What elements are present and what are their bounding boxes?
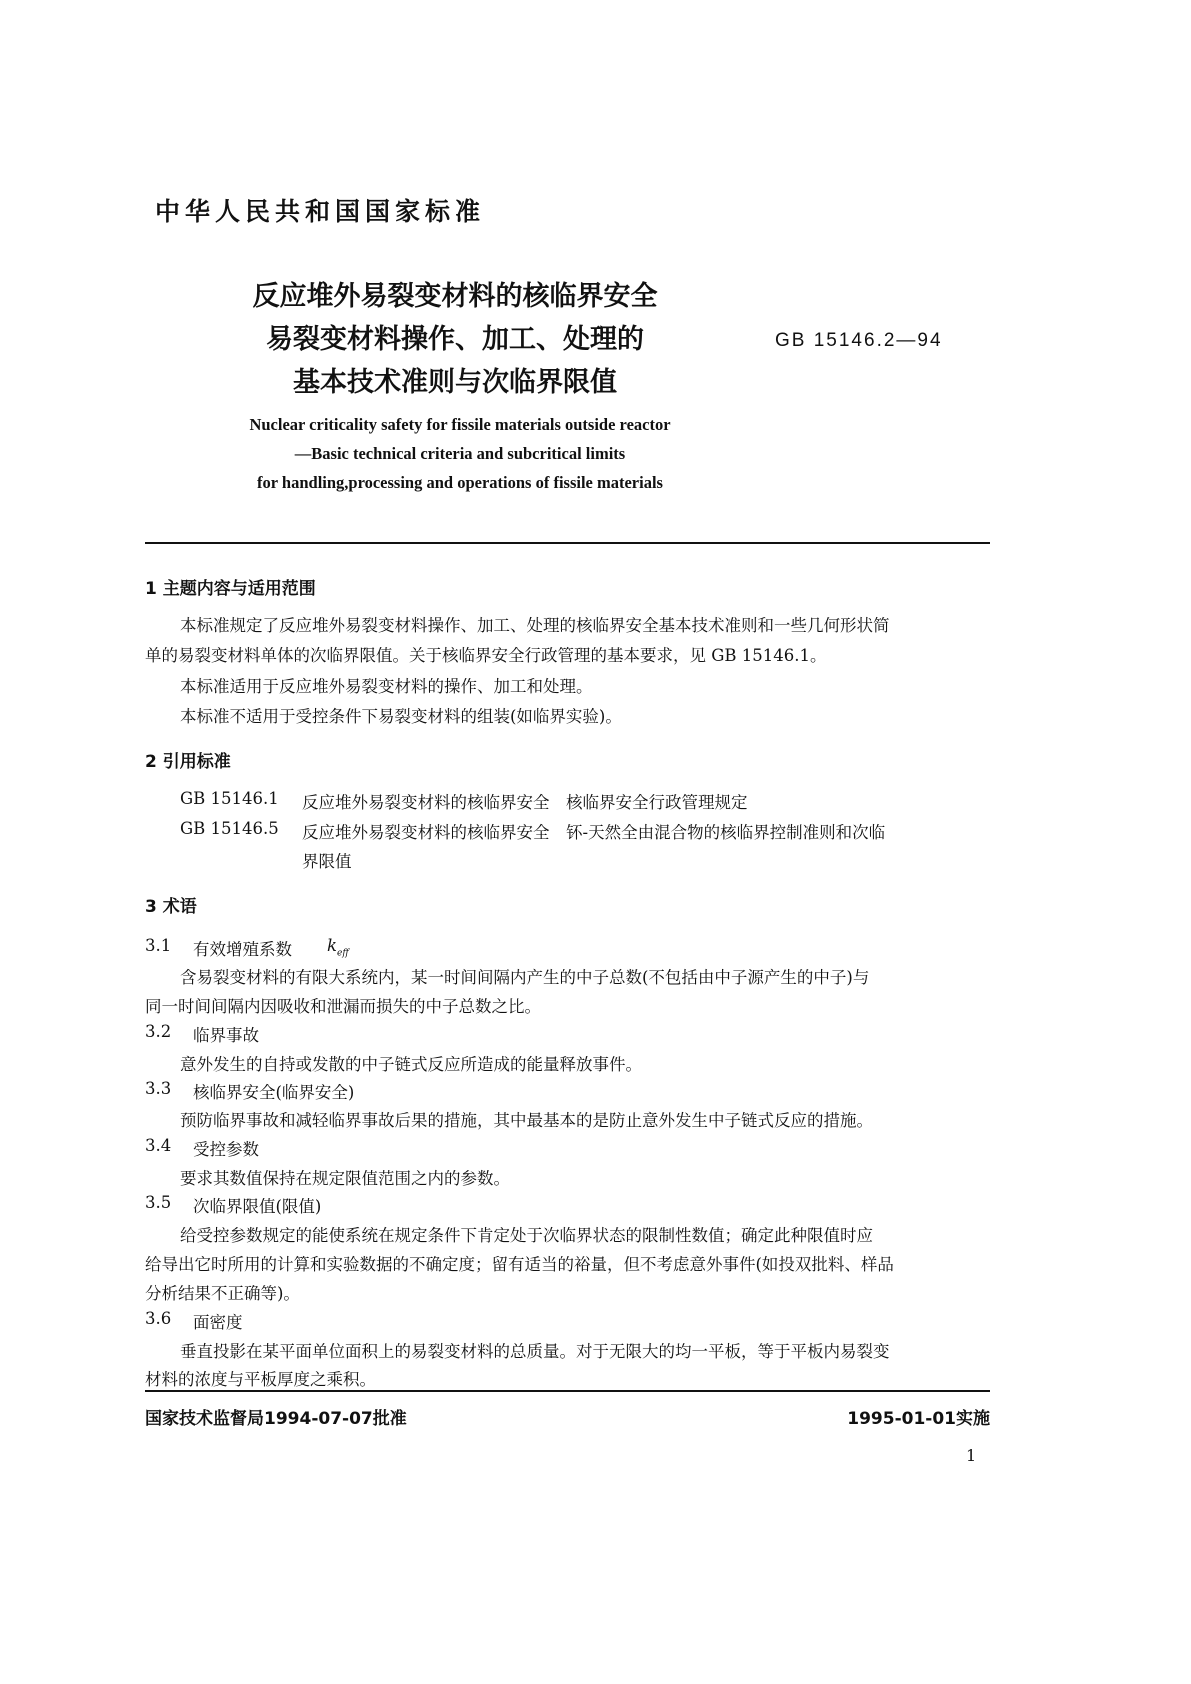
term-name: 次临界限值(限值) <box>193 1197 322 1216</box>
national-standard-header: 中华人民共和国国家标准 <box>154 197 485 226</box>
paragraph-line: 本标准适用于反应堆外易裂变材料的操作、加工和处理。 <box>180 677 593 696</box>
symbol-k: k <box>327 936 337 955</box>
term-name: 核临界安全(临界安全) <box>193 1083 355 1102</box>
term-number: 3.2 <box>145 1022 172 1041</box>
term-number: 3.3 <box>145 1079 172 1098</box>
keff-symbol <box>327 936 349 958</box>
top-rule <box>145 542 990 544</box>
section-1-heading: 1 主题内容与适用范围 <box>145 579 316 599</box>
paragraph-line: 同一时间间隔内因吸收和泄漏而损失的中子总数之比。 <box>145 997 541 1016</box>
title-line-3: 基本技术准则与次临界限值 <box>293 367 617 398</box>
reference-code: GB 15146.1 <box>180 789 279 808</box>
term-number: 3.1 <box>145 936 172 955</box>
section-3-heading: 3 术语 <box>145 897 197 917</box>
paragraph-line: 要求其数值保持在规定限值范围之内的参数。 <box>180 1169 510 1188</box>
bottom-rule <box>145 1390 990 1392</box>
title-line-1: 反应堆外易裂变材料的核临界安全 <box>252 281 658 312</box>
section-2-heading: 2 引用标准 <box>145 752 231 772</box>
effective-date: 1995-01-01实施 <box>847 1409 990 1429</box>
term-name: 面密度 <box>193 1313 243 1332</box>
paragraph-line: 单的易裂变材料单体的次临界限值。关于核临界安全行政管理的基本要求，见 GB 15146.1。 <box>145 646 827 665</box>
term-number: 3.4 <box>145 1136 172 1155</box>
reference-title: 反应堆外易裂变材料的核临界安全 核临界安全行政管理规定 <box>302 793 748 812</box>
page-number: 1 <box>966 1446 977 1465</box>
paragraph-line: 分析结果不正确等)。 <box>145 1284 300 1303</box>
paragraph-line: 给导出它时所用的计算和实验数据的不确定度；留有适当的裕量，但不考虑意外事件(如投双批料、样品 <box>145 1255 894 1274</box>
english-title-1: Nuclear criticality safety for fissile materials outside reactor <box>249 415 671 434</box>
paragraph-line: 含易裂变材料的有限大系统内，某一时间间隔内产生的中子总数(不包括由中子源产生的中子)与 <box>180 968 870 987</box>
paragraph-line: 垂直投影在某平面单位面积上的易裂变材料的总质量。对于无限大的均一平板，等于平板内易裂变 <box>180 1342 890 1361</box>
paragraph-line: 给受控参数规定的能使系统在规定条件下肯定处于次临界状态的限制性数值；确定此种限值时应 <box>180 1226 873 1245</box>
paragraph-line: 本标准规定了反应堆外易裂变材料操作、加工、处理的核临界安全基本技术准则和一些几何形状简 <box>180 616 890 635</box>
term-number: 3.6 <box>145 1309 172 1328</box>
reference-code: GB 15146.5 <box>180 819 279 838</box>
term-number: 3.5 <box>145 1193 172 1212</box>
title-line-2: 易裂变材料操作、加工、处理的 <box>266 324 644 355</box>
reference-title-cont: 界限值 <box>302 852 352 871</box>
paragraph-line: 预防临界事故和减轻临界事故后果的措施，其中最基本的是防止意外发生中子链式反应的措施。 <box>180 1111 873 1130</box>
symbol-subscript: eff <box>337 948 349 959</box>
term-name: 临界事故 <box>193 1026 259 1045</box>
english-title-3: for handling,processing and operations of fissile materials <box>257 473 663 492</box>
paragraph-line: 意外发生的自持或发散的中子链式反应所造成的能量释放事件。 <box>180 1055 642 1074</box>
approval-date: 国家技术监督局1994-07-07批准 <box>145 1409 407 1429</box>
term-name: 受控参数 <box>193 1140 259 1159</box>
paragraph-line: 本标准不适用于受控条件下易裂变材料的组装(如临界实验)。 <box>180 707 622 726</box>
standard-code: GB 15146.2—94 <box>775 330 943 351</box>
reference-title: 反应堆外易裂变材料的核临界安全 钚-天然全由混合物的核临界控制准则和次临 <box>302 823 886 842</box>
term-name: 有效增殖系数 <box>193 940 292 959</box>
paragraph-line: 材料的浓度与平板厚度之乘积。 <box>145 1370 376 1389</box>
english-title-2: —Basic technical criteria and subcritical limits <box>294 444 626 463</box>
